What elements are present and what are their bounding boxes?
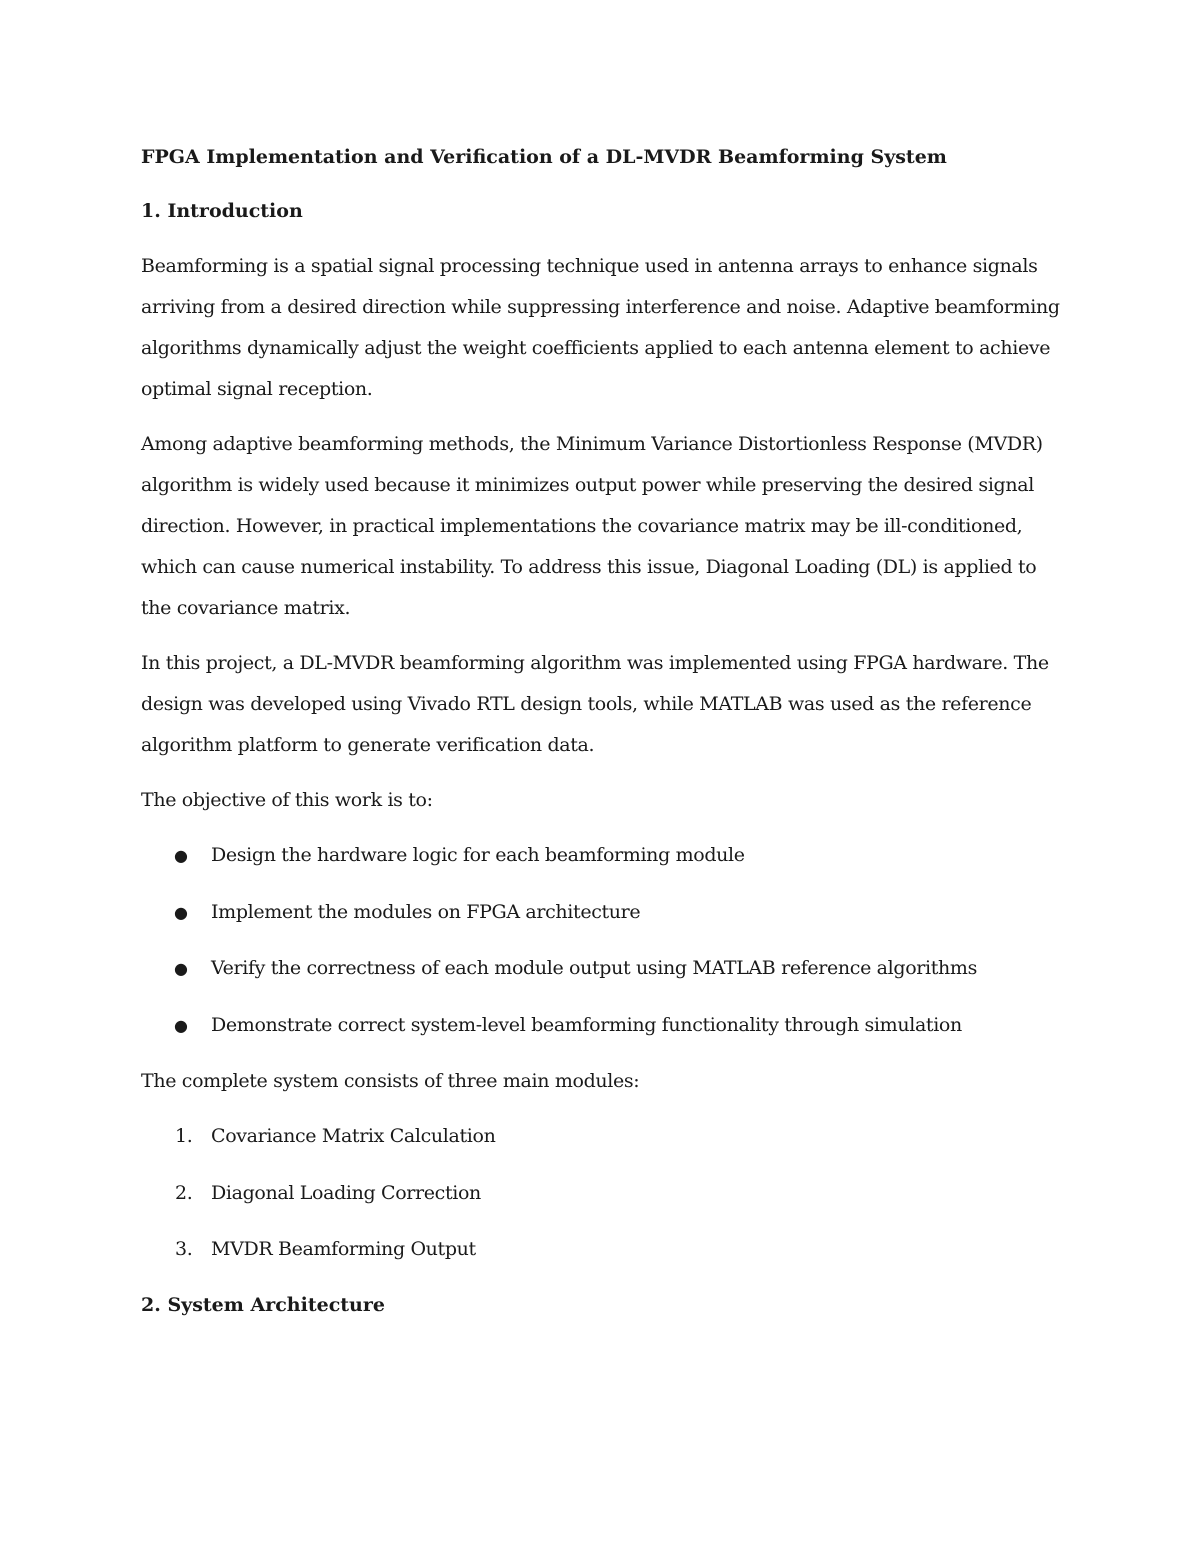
document-body (141, 138, 1071, 1340)
list-number: 1. (175, 1125, 193, 1147)
objectives-list (141, 835, 1071, 1046)
list-item (141, 1229, 1071, 1270)
list-item (141, 1173, 1071, 1214)
document-title: FPGA Implementation and Verification of a DL-MVDR Beamforming System (141, 146, 947, 168)
list-item (141, 948, 1071, 989)
list-item (141, 1005, 1071, 1046)
list-item (141, 1116, 1071, 1157)
objective-text: Design the hardware logic for each beamforming module (211, 844, 745, 866)
objective-text: Implement the modules on FPGA architecture (211, 900, 641, 923)
list-number: 3. (175, 1238, 193, 1260)
module-label: MVDR Beamforming Output (211, 1238, 476, 1260)
objective-text: Verify the correctness of each module output using MATLAB reference algorithms (211, 957, 977, 979)
bullet-icon: ● (174, 1015, 188, 1035)
list-item (141, 835, 1071, 876)
intro-paragraph-mvdr: Among adaptive beamforming methods, the Minimum Variance Distortionless Response (MVDR) algorithm is widely used because it minimizes output power while preserving the desired signal direction. However, in practical implementations the covariance matrix may be ill-conditioned, which can cause numerical instability. To address this issue, Diagonal Loading (DL) is applied to the covariance matrix. (141, 433, 1043, 619)
objective-text: Demonstrate correct system-level beamforming functionality through simulation (211, 1013, 962, 1036)
modules-intro: The complete system consists of three main modules: (141, 1070, 640, 1092)
section-heading-introduction: 1. Introduction (141, 200, 303, 222)
intro-paragraph-beamforming: Beamforming is a spatial signal processing technique used in antenna arrays to enhance signals arriving from a desired direction while suppressing interference and noise. Adaptive beamforming algorithms dynamically adjust the weight coefficients applied to each antenna element to achieve optimal signal reception. (141, 255, 1060, 400)
module-label: Covariance Matrix Calculation (211, 1125, 496, 1147)
list-number: 2. (175, 1181, 193, 1204)
intro-paragraph-project: In this project, a DL-MVDR beamforming algorithm was implemented using FPGA hardware. The design was developed using Vivado RTL design tools, while MATLAB was used as the reference algorithm platform to generate verification data. (141, 652, 1049, 756)
module-label: Diagonal Loading Correction (211, 1181, 481, 1204)
list-item (141, 892, 1071, 933)
bullet-icon: ● (174, 902, 188, 922)
bullet-icon: ● (174, 846, 188, 865)
modules-list (141, 1116, 1071, 1270)
bullet-icon: ● (174, 959, 188, 978)
objective-intro: The objective of this work is to: (141, 789, 433, 811)
section-heading-system-architecture: 2. System Architecture (141, 1293, 385, 1316)
